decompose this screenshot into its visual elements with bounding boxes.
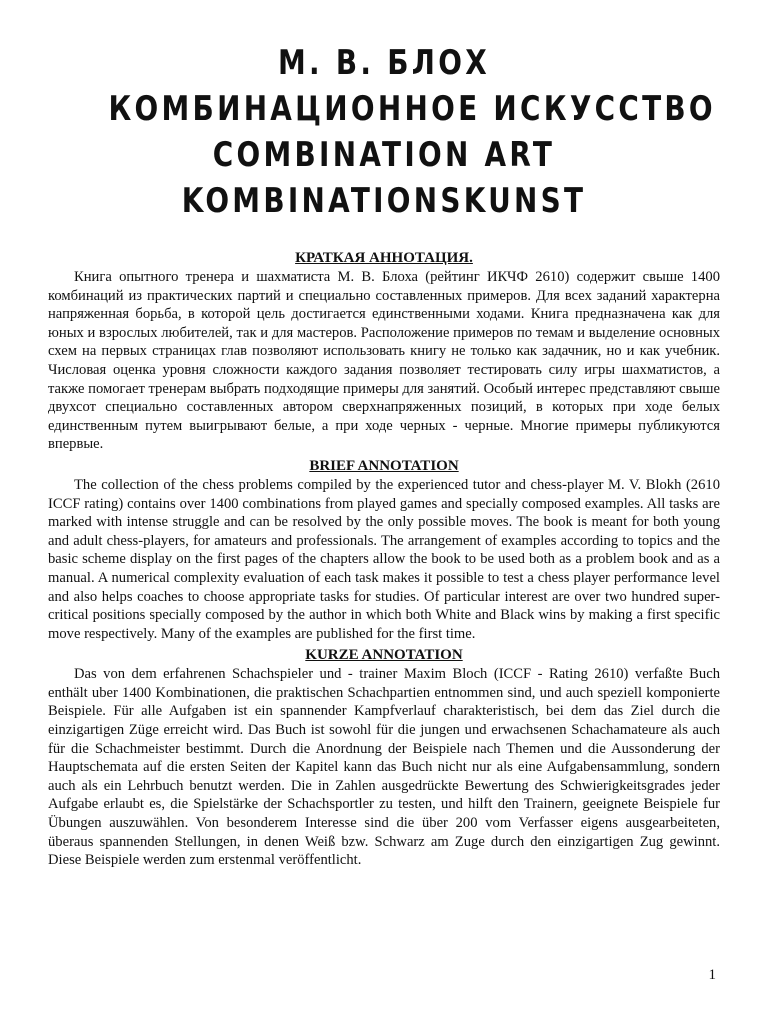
english-annotation-heading: BRIEF ANNOTATION	[309, 457, 459, 474]
german-annotation-heading: KURZE ANNOTATION	[305, 647, 463, 664]
german-annotation-text: Das von dem erfahrenen Schachspieler und - trainer Maxim Bloch (ICCF - Rating 2610) verfaßte Buch enthält uber 1400 Kombinationen, die praktischen Schachpartien entnommen sind, und auch speziell komponierte Beispiele. Für alle Aufgaben ist ein spannender Kampfverlauf charakteristisch, bei dem das Ziel durch die einzigartigen Züge erreicht wird. Das Buch ist sowohl für die jungen und erwachsenen Schachamateure als auch für die Schachmeister bestimmt. Durch die Anordnung der Beispiele nach Themen und die Aussonderung der Hauptschemata auf die ersten Seiten der Kapitel kann das Buch nicht nur als eine Aufgabensammlung, sondern auch als ein Lehrbuch benutzt werden. Die in Zahlen ausgedrückte Bewertung des Schwierigkeitsgrades jeder Aufgabe erlaubt es, die Spielstärke der Schachsportler zu testen, und hilft den Trainern, geeignete Beispiele fur Übungen auszuwählen. Von besonderem Interesse sind die über 200 vom Verfasser eigens ausgearbeiteten, überaus spannenden Stellungen, in denen Weiß bzw. Schwarz am Zuge durch den einzigartigen Zug gewinnt. Diese Beispiele werden zum erstenmal veröffentlicht.	[48, 666, 720, 869]
title-block	[48, 40, 720, 224]
english-annotation-section	[48, 456, 720, 643]
german-annotation-section	[48, 645, 720, 870]
russian-annotation-section	[48, 248, 720, 454]
page-content	[48, 40, 720, 872]
page-number: 1	[708, 967, 716, 983]
english-annotation-text: The collection of the chess problems compiled by the experienced tutor and chess-player M. V. Blokh (2610 ICCF rating) contains over 1400 combinations from played games and specially composed examples. All tasks are marked with intense struggle and can be resolved by the only possible moves. The book is meant for both young and adult chess-players, for amateurs and professionals. The arrangement of examples according to topics and the basic scheme display on the first pages of the chapters allow the book to be used both as a problem book and as a manual. A numerical complexity evaluation of each task makes it possible to test a chess player performance level and also helps coaches to choose appropriate tasks for studies. Of particular interest are over two hundred super-critical positions specially composed by the author in which both White and Black wins by making a first specific move respectively. Many of the examples are published for the first time.	[48, 476, 720, 642]
title-russian: КОМБИНАЦИОННОЕ ИСКУССТВО	[108, 89, 716, 129]
russian-annotation-text: Книга опытного тренера и шахматиста М. В. Блоха (рейтинг ИКЧФ 2610) содержит свыше 1400 комбинаций из практических партий и специально составленных примеров. Для всех заданий характерна напряженная борьба, в которой цель достигается единственными ходами. Книга предназначена как для юных и взрослых любителей, так и для мастеров. Расположение примеров по темам и выделение основных схем на первых страницах глав позволяют использовать книгу не только как задачник, но и как учебник. Числовая оценка уровня сложности каждого задания позволяет тестировать силу игры шахматистов, а также помогает тренерам выбрать подходящие примеры для занятий. Особый интерес представляют свыше двухсот специально составленных автором сверхнапряженных позиций, в которых при ходе белых единственным путем выигрывают белые, а при ходе черных - черные. Многие примеры публикуются впервые.	[48, 269, 720, 453]
author-name: М. В. БЛОХ	[278, 43, 490, 83]
russian-annotation-heading: КРАТКАЯ АННОТАЦИЯ.	[295, 250, 473, 266]
title-english: COMBINATION ART	[212, 135, 556, 175]
title-german: KOMBINATIONSKUNST	[181, 181, 587, 221]
